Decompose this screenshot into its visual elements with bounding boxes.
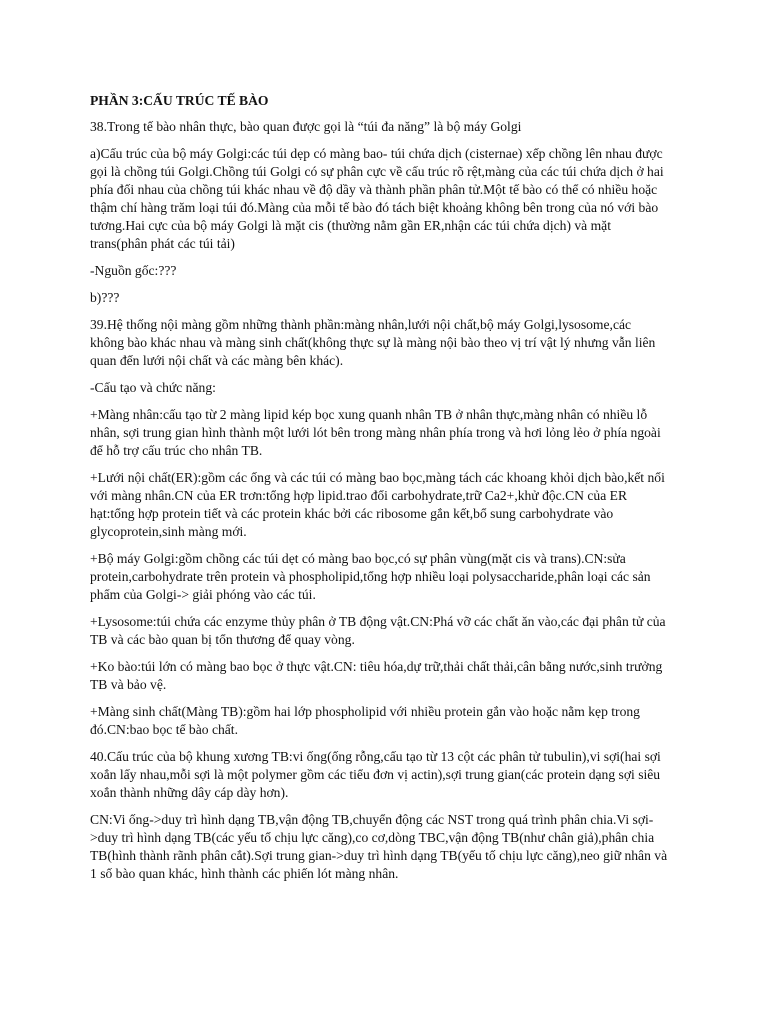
paragraph-nuclear-membrane: +Màng nhân:cấu tạo từ 2 màng lipid kép bọc xung quanh nhân TB ở nhân thực,màng nhân có nhiều lỗ nhân, sợi trung gian hình thành một lưới lót bên trong màng nhân phía trong và hơi lỏng lẻo ở phía ngoài để hỗ trợ cấu trúc cho nhân TB. <box>90 407 661 458</box>
paragraph-lysosome: +Lysosome:túi chứa các enzyme thủy phân ở TB động vật.CN:Phá vỡ các chất ăn vào,các đại phân tử của TB và các bào quan bị tổn thương để quay vòng. <box>90 614 666 647</box>
section-title: PHẦN 3:CẤU TRÚC TẾ BÀO <box>90 93 269 108</box>
paragraph-origin: -Nguồn gốc:??? <box>90 263 177 278</box>
paragraph-38a-golgi-structure: a)Cấu trúc của bộ máy Golgi:các túi dẹp có màng bao- túi chứa dịch (cisternae) xếp chồng lên nhau được gọi là chồng túi Golgi.Chồng túi Golgi có sự phân cực về cấu trúc rõ rệt,màng của các túi chứa dịch ở hai phía đối nhau của chồng túi khác nhau về độ dầy và thành phần phân tử.Một tế bào có thể có nhiều hoặc thậm chí hàng trăm loại túi đó.Màng của mỗi tế bào đó tách biệt khoảng không bên trong của nó với bào tương.Hai cực của bộ máy Golgi là mặt cis (thường nằm gần ER,nhận các túi chứa dịch) và mặt trans(phân phát các túi tải) <box>90 146 664 251</box>
paragraph-cytoskeleton-functions: CN:Vi ống->duy trì hình dạng TB,vận động TB,chuyển động các NST trong quá trình phân chia.Vi sợi- >duy trì hình dạng TB(các yếu tố chịu lực căng),co cơ,dòng TBC,vận động TB(như chân giả),phân chia TB(hình thành rãnh phân cắt).Sợi trung gian->duy trì hình dạng TB(yếu tố chịu lực căng),neo giữ nhân và 1 số bào quan khác, hình thành các phiến lót màng nhân. <box>90 812 668 881</box>
document-page <box>90 92 682 892</box>
paragraph-38-intro: 38.Trong tế bào nhân thực, bào quan được gọi là “túi đa năng” là bộ máy Golgi <box>90 119 522 134</box>
paragraph-er: +Lưới nội chất(ER):gồm các ống và các túi có màng bao bọc,màng tách các khoang khỏi dịch bào,kết nối với màng nhân.CN của ER trơn:tổng hợp lipid.trao đổi carbohydrate,trữ Ca2+,khử độc.CN của ER hạt:tổng hợp protein tiết và các protein khác bởi các ribosome gắn kết,bổ sung carbohydrate vào glycoprotein,sinh màng mới. <box>90 470 665 539</box>
paragraph-39-endomembrane: 39.Hệ thống nội màng gồm những thành phần:màng nhân,lưới nội chất,bộ máy Golgi,lysosome,các không bào khác nhau và màng sinh chất(không thực sự là màng nội bào theo vị trí vật lý nhưng vẫn liên quan đến lưới nội chất và các màng bên khác). <box>90 317 656 368</box>
paragraph-structure-function: -Cấu tạo và chức năng: <box>90 380 216 395</box>
paragraph-40-cytoskeleton: 40.Cấu trúc của bộ khung xương TB:vi ống(ống rỗng,cấu tạo từ 13 cột các phân tử tubulin),vi sợi(hai sợi xoắn lấy nhau,mỗi sợi là một polymer gồm các tiểu đơn vị actin),sợi trung gian(các protein dạng sợi siêu xoắn thành những dây cáp dày hơn). <box>90 749 661 800</box>
paragraph-38b: b)??? <box>90 290 120 305</box>
paragraph-plasma-membrane: +Màng sinh chất(Màng TB):gồm hai lớp phospholipid với nhiều protein gắn vào hoặc nằm kẹp trong đó.CN:bao bọc tế bào chất. <box>90 704 640 737</box>
paragraph-golgi: +Bộ máy Golgi:gồm chồng các túi dẹt có màng bao bọc,có sự phân vùng(mặt cis và trans).CN:sửa protein,carbohydrate trên protein và phospholipid,tổng hợp nhiều loại polysaccharide,phân loại các sản phẩm của Golgi-> giải phóng vào các túi. <box>90 551 651 602</box>
paragraph-vacuole: +Ko bào:túi lớn có màng bao bọc ở thực vật.CN: tiêu hóa,dự trữ,thải chất thải,cân bằng nước,sinh trưởng TB và bảo vệ. <box>90 659 663 692</box>
